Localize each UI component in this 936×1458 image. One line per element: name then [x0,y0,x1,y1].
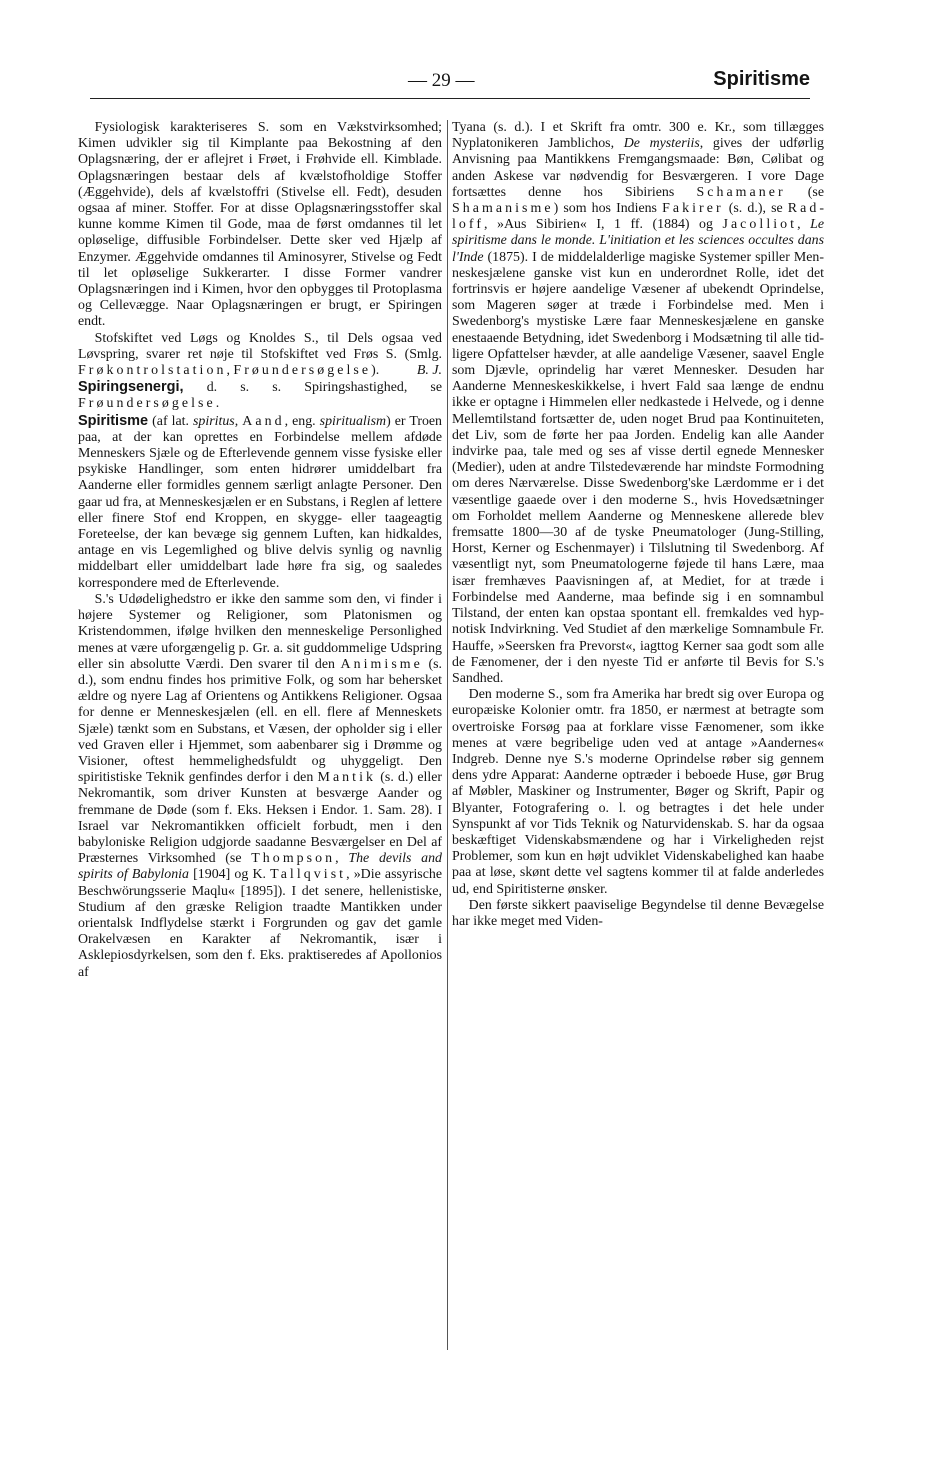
cross-reference: Animisme [340,656,423,672]
author-signature: B. J. [416,363,442,379]
cross-reference: Frøundersøgelse [78,396,216,412]
entry-spiritisme: Spiritisme (af lat. spiritus, Aand, eng. spiritualism) er Troen paa, at der kan oprettes en Forbindelse mellem afdøde Menneskers Sjæle og de Efterlevende gennem visse fysiske eller psykiske Handlinger, som enten hidrører umiddelbart fra Aanderne eller formidles gennem særligt anlagte Personer. Den gaar ud fra, at Menneskesjælen er en Substans, i Reglen af lettere eller finere Stof end Kroppen, en skygge- eller taageagtig Foreteelse, der kan bevæge sig gennem Luften, kan hidkaldes, antage en vis Legemlighed og blive delvis synlig og navnlig middelbart eller umiddelbart lade høre fra sig, og saaledes korrespondere med de Efterlevende. [78,412,442,591]
paragraph-tyana: Tyana (s. d.). I et Skrift fra omtr. 300 e. Kr., som tillægges Nyplatonikeren Jamblichos, De mysteriis, gives der udførlig Anvisning paa Mantikkens Fremgangsmaade: Bøn, Cølibat og anden Askese var nødvendig for Besværgeren. I vore Dage fortsættes denne hos Sibiriens Schamaner (se Shamanisme) som hos Indiens Fakirer (s. d.), se Radloff, »Aus Sibirien« I, 1 ff. (1884) og Jacolliot, Le spiritisme dans le monde. L'initiation et les sciences occultes dans l'Inde (1875). I de middelalderlige magiske Systemer spiller Menneskesjælene ganske vist kun en underordnet Rolle, idet det fortrinsvis er højere aandelige Væsener af ubekendt Oprindelse, som Mageren søger at træde i Forbindelse med. Men i Swedenborg's mystiske Lære faar Menneskesjælene en ganske enestaaende Betydning, idet Swedenborg i Modsætning til alle tidligere Opfattelser hævder, at alle aandelige Væsener, saavel Engle som Djævle, oprindelig har været Mennesker. Desuden har Aanderne Menneskeskikkelse, i hvert Fald saa længe de endnu ikke er optagne i Himmelen eller nedkastede i Helvede, og i denne Mellemtilstand fortsætter de, uden noget Brud paa Kontinuiteten, det Liv, som de førte her paa Jorden. Endelig kan alle Aander indvirke paa, tale med og ses af visse dertil egnede Mennesker (Medier), uden at andre Tilstedeværende har mindste Formodning om deres Nærværelse. Disse Swedenborg'ske Lærdomme er i det væsentlige gaaede over i den moderne S., hvis Hovedsætninger om Forholdet mellem Aanderne og Menneskene allerede blev fremsatte 1800—30 af de tyske Pneumatologer (Jung-Stilling, Horst, Kerner og Eschenmayer) i Tilslutning til Swedenborg. Af væsentligt nyt, som Pneumatologerne føjede til hans Lære, maa især fremhæves Paavisningen af, at Mediet, for at træde i Forbindelse med Aanderne, maa befinde sig i en somnambul Tilstand, der enten kan opstaa spontant ell. fremkaldes ved hypnotisk Indvirkning. Ved Studiet af den mærkelige Somnambule Fr. Hauffe, »Seersken fra Prevorst«, iagttog Kerner saa godt som alle de Fænomener, der i den nyeste Tid er anførte til Bevis for S.'s Sandhed. [452,120,824,686]
right-column [452,120,824,1356]
headword: Spiringsenergi, [78,379,184,396]
cross-reference: Frøundersøgelse [233,363,372,379]
page-header [90,62,810,106]
running-head: Spiritisme [713,68,810,90]
column-divider [447,120,448,1350]
cross-reference: Mantik [317,770,377,786]
headword: Spiritisme [78,412,149,429]
paragraph-forste: Den første sikkert paaviselige Begyndelse til denne Bevægelse har ikke meget med Viden- [452,897,824,929]
entry-spiringsenergi: Spiringsenergi, d. s. s. Spiringshastighed, se Frøundersøgelse. [78,379,442,412]
paragraph-physiology: Fysiologisk karakteriseres S. som en Vækstvirksomhed; Kimen udvikler sig til Kimplante paa Bekostning af den Oplagsnæring, der er aflejret i Frøet, i Frøhvide ell. Kimblade. Oplagsnæringen bestaar dels af kvælstofholdige Stoffer (Æggehvide), dels af kvælstoffri (Stivelse ell. Fedt), desuden ogsaa af miner. Stoffer. For at disse Oplagsnæringsstoffer skal kunne komme Kimen til Gode, maa de først omdannes til let opløselige, diffusible Forbindelser. Dette sker ved Hjælp af Enzymer. Æggehvide omdannes til Aminosyrer, Stivelse og Fedt til let opløselige Sukkerarter. I disse Former vandrer Oplagsnæringen ind i Kimen, hvor den opbygges til Protoplasma og Cellevægge. Naar Oplagsnæringen er brugt, er Spiringen endt. [78,120,442,330]
cross-reference: Fakirer [662,201,724,217]
cross-reference: Shamanisme [452,201,554,217]
paragraph-udodelighedstro: S.'s Udødelighedstro er ikke den samme som den, vi finder i højere Systemer og Religioner, som Platonismen og Kristendommen, ifølge hvilken den menneskelige Personlighed menes at være uforgængelig p. Gr. a. sit guddommelige Udspring eller sin absolutte Værdi. Den svarer til den Animisme (s. d.), som endnu findes hos primitive Folk, og som har behersket ældre og nyere Lag af Orientens og Antikkens Religioner. Ogsaa for denne er Menneskesjælen (ell. en ell. flere af Menneskets Sjæle) tænkt som en Substans, et Væsen, der opholder sig i eller ved Graven eller i Hjemmet, som aabenbarer sig i Drømme og Visioner, oftest hemmelighedsfuldt og uhyggeligt. Den spiritistiske Teknik genfindes derfor i den Mantik (s. d.) eller Nekromantik, som driver Kunsten at besværge Aander og fremmane de Døde (som f. Eks. Heksen i Endor. 1. Sam. 28). I Israel var Nekromantikken officielt forbudt, men i den babyloniske Religion udgjorde saadanne Besværgelser en Del af Præsternes Virksomhed (se Thompson, The devils and spirits of Babylonia [1904] og K. Tallqvist, »Die assyrische Beschwörungsserie Maqlu« [1895]). I det senere, hellenistiske, Studium af den græske Religion traadte Mantikken under orientalsk Indflydelse stærkt i Forgrunden og gav det gamle Orakelvæsen en Karakter af Nekromantik, især i Asklepiosdyrkelsen, som den f. Eks. praktiseredes af Apollonios af [78,591,442,980]
cross-reference: Frøkontrolstation [78,363,227,379]
left-column [78,120,442,1356]
page-number: — 29 — [408,70,475,91]
book-title: The devils and spirits of Babylonia [78,851,442,883]
header-rule [90,98,810,99]
paragraph-stofskiftet: Stofskiftet ved Løgs og Knoldes S., til Dels ogsaa ved Løvspring, svarer ret nøje til Stofskiftet ved Frøs S. (Smlg. Frøkontrolstation, Frøundersøgelse). B. J. [78,330,442,379]
book-title: Le spiritisme dans le monde. L'initiation et les sciences occultes dans l'Inde [452,217,824,265]
paragraph-moderne-s: Den moderne S., som fra Amerika har bredt sig over Europa og europæiske Kolonier omtr. fra 1850, er nærmest at betragte som overtroiske Forsøg paa at forklare visse Fænomener, som ikke menes at være begribelige uden ved at antage »Aandernes« Indgreb. Denne nye S.'s moderne Oprindelse røber sig gennem dens ydre Apparat: Aanderne optræder i beboede Huse, gør Brug af Møbler, Maskiner og Instrumenter, Bøger og Skrift, Papir og Blyanter, Fotografering o. l. og betragtes i det hele under Synspunkt af vor Tids Teknik og Naturvidenskab. S. har da ogsaa beskæftiget Videnskabsmændene og har i Virkeligheden rejst Problemer, som kun en højt udviklet Videnskabelighed kan haabe paa at løse, skønt dette vel sagtens kommer til at falde anderledes ud, end Spiritisterne ønsker. [452,687,824,897]
book-title: De mysteriis [623,136,700,152]
